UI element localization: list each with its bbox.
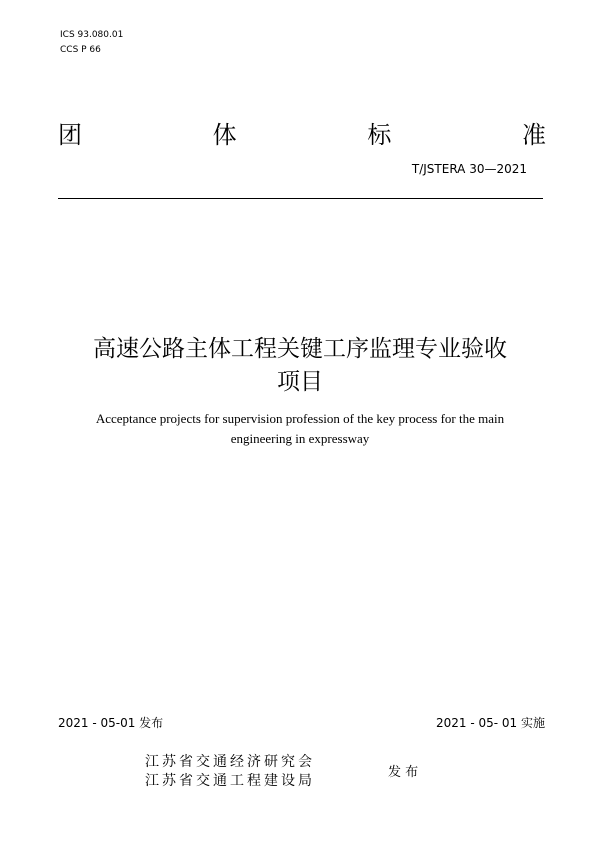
title-en-line1: Acceptance projects for supervision profession of the key process for the main	[95, 411, 505, 426]
divider	[58, 198, 543, 199]
standard-type-char: 标	[367, 121, 392, 149]
ics-code: ICS 93.080.01	[60, 30, 124, 40]
title-en-line2: engineering in expressway	[230, 431, 370, 446]
ccs-code: CCS P 66	[60, 45, 101, 55]
publish-label: 发 布	[388, 765, 419, 780]
issue-date: 2021 - 05-01 发布	[58, 716, 164, 730]
publisher-2: 江苏省交通工程建设局	[145, 773, 315, 789]
standard-type-char: 体	[212, 121, 237, 149]
publisher-1: 江苏省交通经济研究会	[145, 754, 315, 770]
title-cn-line1: 高速公路主体工程关键工序监理专业验收	[93, 336, 507, 362]
standard-code: T/JSTERA 30—2021	[411, 162, 527, 176]
effective-date: 2021 - 05- 01 实施	[436, 716, 545, 730]
standard-type-char: 团	[58, 121, 82, 149]
title-cn-line2: 项目	[277, 369, 323, 395]
standard-type	[58, 115, 546, 150]
standard-type-char: 准	[521, 121, 546, 149]
